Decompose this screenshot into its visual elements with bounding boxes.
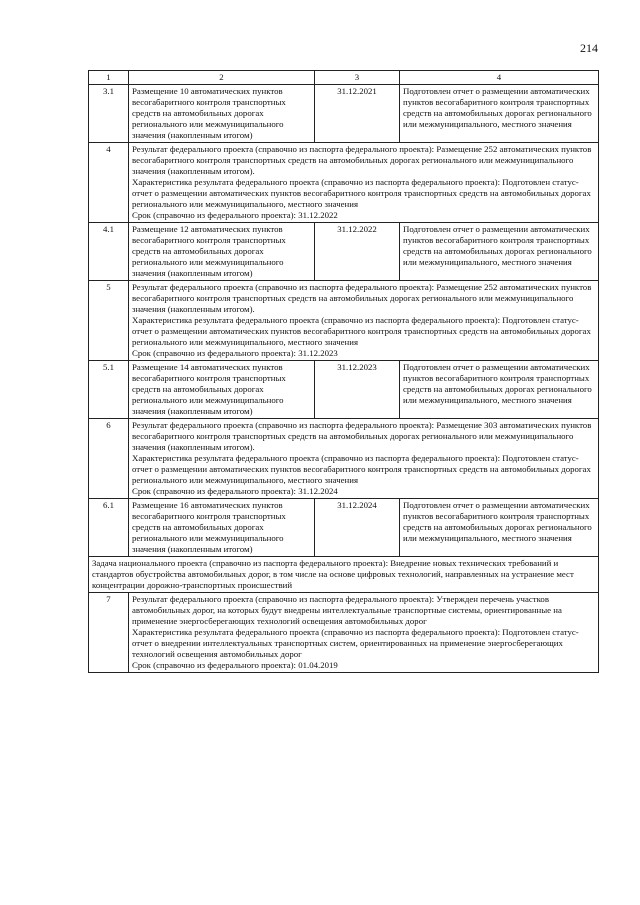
table-row-result <box>89 593 599 673</box>
event-result: Подготовлен отчет о размещении автоматических пунктов весогабаритного контроля транспортных средств на автомобильных дорогах регионального или межмуниципального, местного значения <box>400 499 599 557</box>
event-result: Подготовлен отчет о размещении автоматических пунктов весогабаритного контроля транспортных средств на автомобильных дорогах регионального или межмуниципального, местного значения <box>400 223 599 281</box>
event-description: Размещение 10 автоматических пунктов весогабаритного контроля транспортных средств на автомобильных дорогах регионального или межмуниципального значения (накопленным итогом) <box>129 85 315 143</box>
result-paragraph: Характеристика результата федерального проекта (справочно из паспорта федерального проекта): Подготовлен статус-отчет о внедрении интеллектуальных транспортных систем, ориентированных на применение энергосберегающих технологий освещения автомобильных дорог <box>132 627 579 659</box>
table-row-event <box>89 223 599 281</box>
event-description: Размещение 16 автоматических пунктов весогабаритного контроля транспортных средств на автомобильных дорогах регионального или межмуниципального значения (накопленным итогом) <box>129 499 315 557</box>
event-result: Подготовлен отчет о размещении автоматических пунктов весогабаритного контроля транспортных средств на автомобильных дорогах регионального или межмуниципального, местного значения <box>400 361 599 419</box>
table-row-result <box>89 143 599 223</box>
header-col-4: 4 <box>400 71 599 85</box>
document-table <box>88 70 599 673</box>
event-description: Размещение 14 автоматических пунктов весогабаритного контроля транспортных средств на автомобильных дорогах регионального или межмуниципального значения (накопленным итогом) <box>129 361 315 419</box>
header-col-2: 2 <box>129 71 315 85</box>
result-paragraph: Характеристика результата федерального проекта (справочно из паспорта федерального проекта): Подготовлен статус-отчет о размещении автоматических пунктов весогабаритного контроля транспортных средств на автомобильных дорогах регионального или межмуниципального, местного значения <box>132 177 591 209</box>
result-paragraph: Характеристика результата федерального проекта (справочно из паспорта федерального проекта): Подготовлен статус-отчет о размещении автоматических пунктов весогабаритного контроля транспортных средств на автомобильных дорогах регионального или межмуниципального, местного значения <box>132 453 591 485</box>
table-row-task <box>89 557 599 593</box>
table-row-event <box>89 361 599 419</box>
row-number: 6.1 <box>89 499 129 557</box>
table-body <box>89 71 599 673</box>
federal-result-text <box>129 281 599 361</box>
row-number: 4 <box>89 143 129 223</box>
event-description: Размещение 12 автоматических пунктов весогабаритного контроля транспортных средств на автомобильных дорогах регионального или межмуниципального значения (накопленным итогом) <box>129 223 315 281</box>
row-number: 4.1 <box>89 223 129 281</box>
result-paragraph: Результат федерального проекта (справочно из паспорта федерального проекта): Размещение 303 автоматических пунктов весогабаритного контроля транспортных средств на автомобильных дорогах регионального или межмуниципального значения (накопленным итогом). <box>132 420 592 452</box>
table-row-result <box>89 419 599 499</box>
result-paragraph: Срок (справочно из федерального проекта): 31.12.2024 <box>132 486 338 496</box>
page-number: 214 <box>580 41 598 55</box>
row-number: 7 <box>89 593 129 673</box>
result-paragraph: Срок (справочно из федерального проекта): 31.12.2022 <box>132 210 338 220</box>
row-number: 6 <box>89 419 129 499</box>
event-deadline: 31.12.2021 <box>315 85 400 143</box>
row-number: 5.1 <box>89 361 129 419</box>
result-paragraph: Результат федерального проекта (справочно из паспорта федерального проекта): Размещение 252 автоматических пунктов весогабаритного контроля транспортных средств на автомобильных дорогах регионального или межмуниципального значения (накопленным итогом). <box>132 144 592 176</box>
federal-result-text <box>129 143 599 223</box>
table-row-event <box>89 499 599 557</box>
result-paragraph: Результат федерального проекта (справочно из паспорта федерального проекта): Утвержден перечень участков автомобильных дорог, на которых будут внедрены интеллектуальные транспортные системы, ориентированные на применение энергосберегающих технологий освещения автомобильных дорог <box>132 594 562 626</box>
table-row-event <box>89 85 599 143</box>
row-number: 5 <box>89 281 129 361</box>
header-col-3: 3 <box>315 71 400 85</box>
header-row <box>89 71 599 85</box>
result-paragraph: Срок (справочно из федерального проекта): 01.04.2019 <box>132 660 338 670</box>
event-deadline: 31.12.2022 <box>315 223 400 281</box>
federal-result-text <box>129 593 599 673</box>
result-paragraph: Результат федерального проекта (справочно из паспорта федерального проекта): Размещение 252 автоматических пунктов весогабаритного контроля транспортных средств на автомобильных дорогах регионального или межмуниципального значения (накопленным итогом). <box>132 282 592 314</box>
national-task-text: Задача национального проекта (справочно из паспорта федерального проекта): Внедрение новых технических требований и стандартов обустройства автомобильных дорог, в том числе на основе цифровых технологий, направленных на устранение мест концентрации дорожно-транспортных происшествий <box>89 557 599 593</box>
header-col-1: 1 <box>89 71 129 85</box>
table-row-result <box>89 281 599 361</box>
federal-result-text <box>129 419 599 499</box>
event-result: Подготовлен отчет о размещении автоматических пунктов весогабаритного контроля транспортных средств на автомобильных дорогах регионального или межмуниципального, местного значения <box>400 85 599 143</box>
row-number: 3.1 <box>89 85 129 143</box>
result-paragraph: Срок (справочно из федерального проекта): 31.12.2023 <box>132 348 338 358</box>
event-deadline: 31.12.2024 <box>315 499 400 557</box>
event-deadline: 31.12.2023 <box>315 361 400 419</box>
result-paragraph: Характеристика результата федерального проекта (справочно из паспорта федерального проекта): Подготовлен статус-отчет о размещении автоматических пунктов весогабаритного контроля транспортных средств на автомобильных дорогах регионального или межмуниципального, местного значения <box>132 315 591 347</box>
